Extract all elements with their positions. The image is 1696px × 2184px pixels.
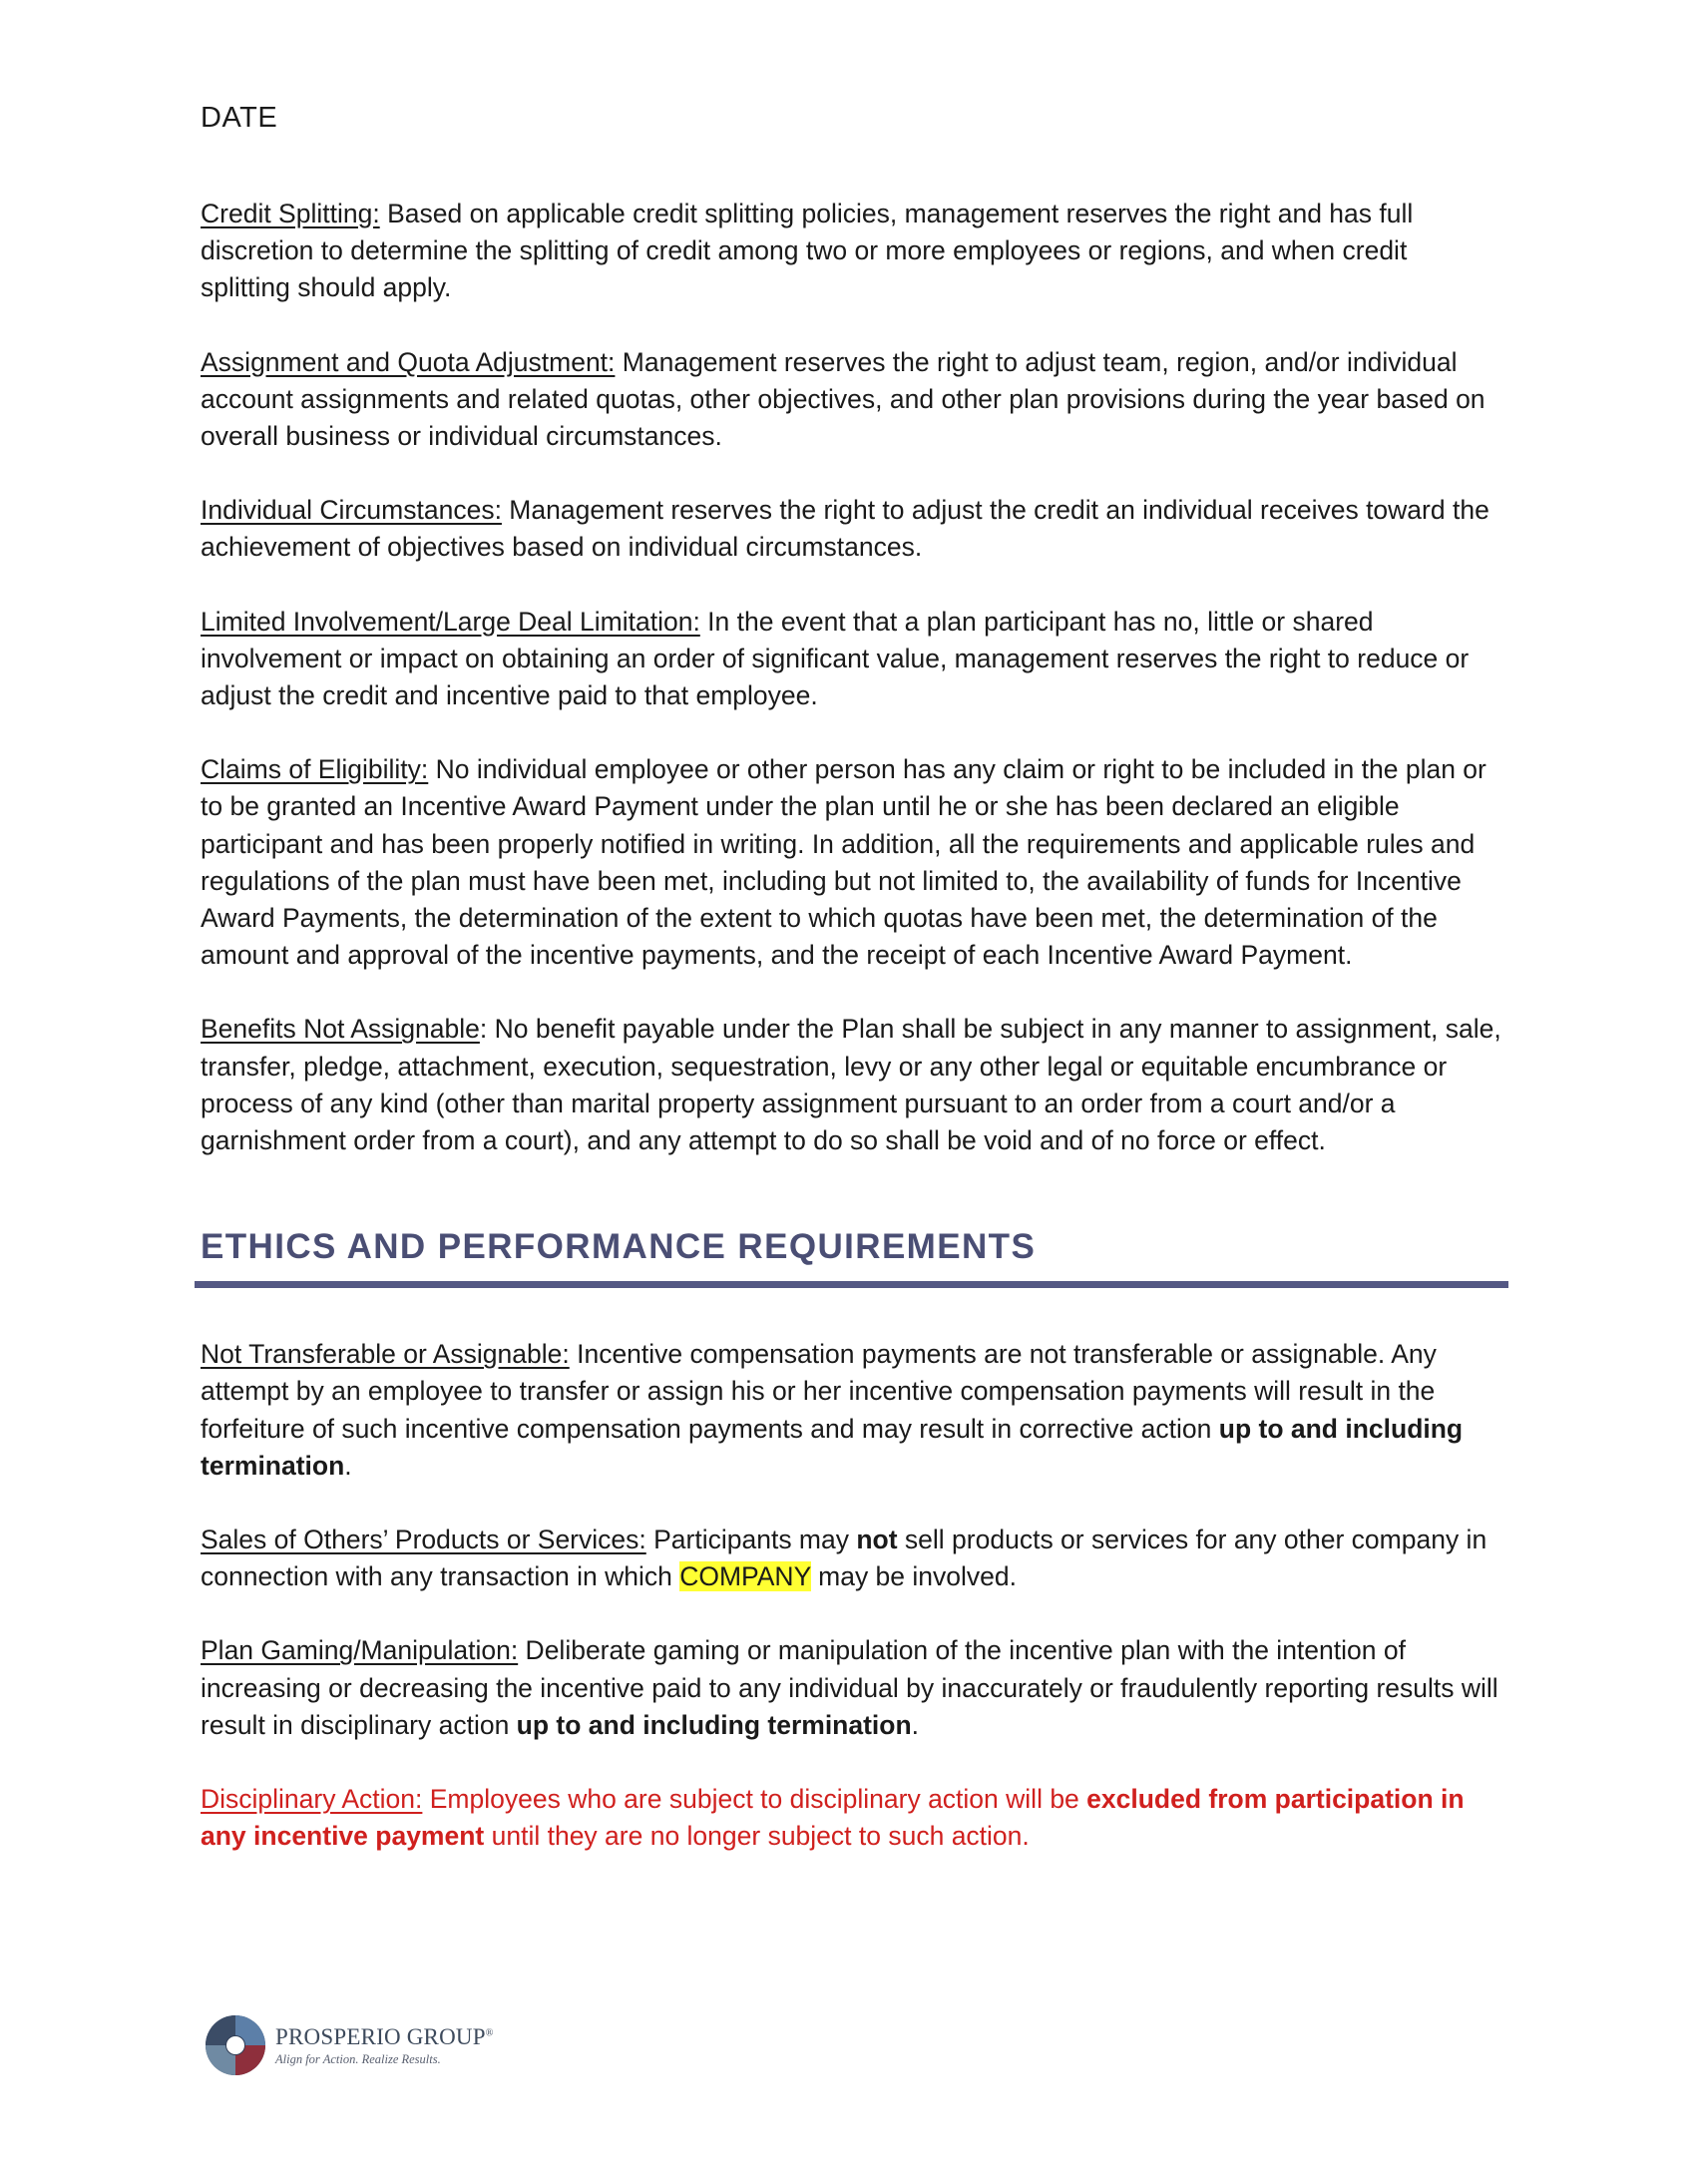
policy-paragraph-sales-of-others bbox=[201, 1522, 1502, 1595]
date-header: DATE bbox=[201, 102, 278, 134]
policy-term: Individual Circumstances: bbox=[201, 495, 502, 526]
policy-bold-text: up to and including termination bbox=[516, 1709, 912, 1740]
policy-text: Employees who are subject to disciplinary action will be bbox=[422, 1784, 1087, 1815]
logo-name-text: PROSPERIO GROUP bbox=[275, 2023, 486, 2049]
policy-text: Based on applicable credit splitting policies, management reserves the right and has full discretion to determine the splitting of credit among two or more employees or regions, and when credit splitting should apply. bbox=[201, 199, 1414, 303]
policy-paragraph-not-transferable bbox=[201, 1336, 1502, 1485]
policy-paragraph-individual-circumstances bbox=[201, 492, 1502, 566]
policy-text-tail: . bbox=[344, 1450, 352, 1481]
policy-term: Plan Gaming/Manipulation: bbox=[201, 1635, 519, 1666]
policy-bold-text: excluded from participation in any incentive payment bbox=[201, 1784, 1465, 1852]
policy-text: Participants may bbox=[645, 1525, 857, 1555]
registered-mark: ® bbox=[485, 2026, 494, 2038]
footer-logo bbox=[204, 2013, 494, 2077]
policy-term: Not Transferable or Assignable: bbox=[201, 1339, 570, 1370]
section-divider bbox=[195, 1281, 1508, 1288]
policy-text-tail: may be involved. bbox=[810, 1561, 1017, 1592]
policy-paragraph-plan-gaming bbox=[201, 1632, 1502, 1744]
policy-term: Disciplinary Action: bbox=[201, 1784, 423, 1815]
policy-text: Management reserves the right to adjust the credit an individual receives toward the achievement of objectives based on individual circumstances. bbox=[201, 495, 1489, 563]
policy-bold-text: not bbox=[856, 1525, 898, 1555]
policy-paragraph-benefits-not-assignable bbox=[201, 1011, 1502, 1159]
policy-term: Sales of Others’ Products or Services: bbox=[201, 1525, 646, 1555]
logo-name bbox=[275, 2024, 494, 2050]
policy-paragraph-limited-involvement bbox=[201, 604, 1502, 715]
policy-text: Management reserves the right to adjust team, region, and/or individual account assignments and related quotas, other objectives, and other plan provisions during the year based on overall business or individual circumstances. bbox=[201, 346, 1485, 452]
document-body bbox=[201, 196, 1502, 1893]
policy-term: Benefits Not Assignable bbox=[201, 1014, 480, 1045]
policy-text: sell products or services for any other company in connection with any transaction in which bbox=[201, 1525, 1487, 1592]
policy-text: Incentive compensation payments are not transferable or assignable. Any attempt by an employee to transfer or assign his or her incentive compensation payments will result in the forfeiture of such incentive compensation payments and may result in corrective action bbox=[201, 1339, 1437, 1444]
policy-text-tail: until they are no longer subject to such action. bbox=[484, 1821, 1030, 1852]
policy-text: Deliberate gaming or manipulation of the incentive plan with the intention of increasing or decreasing the incentive paid to any individual by inaccurately or fraudulently reporting results will result in disciplinary action bbox=[201, 1635, 1498, 1740]
policy-term: Assignment and Quota Adjustment: bbox=[201, 346, 616, 377]
policy-text: : No benefit payable under the Plan shall be subject in any manner to assignment, sale, transfer, pledge, attachment, execution, sequestration, levy or any other legal or equitable encumbrance or process of any kind (other than marital property assignment pursuant to an order from a court and/or a garnishment order from a court), and any attempt to do so shall be void and of no force or effect. bbox=[201, 1014, 1501, 1156]
policy-text: No individual employee or other person has any claim or right to be included in the plan or to be granted an Incentive Award Payment under the plan until he or she has been declared an eligible participant and has been properly notified in writing. In addition, all the requirements and applicable rules and regulations of the plan must have been met, including but not limited to, the availability of funds for Incentive Award Payments, the determination of the extent to which quotas have been met, the determination of the amount and approval of the incentive payments, and the receipt of each Incentive Award Payment. bbox=[201, 754, 1486, 971]
policy-term: Credit Splitting: bbox=[201, 199, 380, 228]
policy-bold-text: up to and including termination bbox=[201, 1413, 1464, 1481]
policy-paragraph-claims-eligibility bbox=[201, 751, 1502, 974]
policy-paragraph-disciplinary-action bbox=[201, 1781, 1502, 1855]
highlighted-placeholder: COMPANY bbox=[679, 1561, 811, 1592]
policy-term: Claims of Eligibility: bbox=[201, 754, 429, 785]
policy-paragraph-credit-splitting bbox=[201, 196, 1502, 307]
policy-text: In the event that a plan participant has no, little or shared involvement or impact on obtaining an order of significant value, management reserves the right to reduce or adjust the credit and incentive paid to that employee. bbox=[201, 606, 1470, 711]
logo-tagline: Align for Action. Realize Results. bbox=[275, 2051, 441, 2066]
policy-paragraph-assignment-quota bbox=[201, 344, 1502, 456]
policy-text-tail: . bbox=[911, 1709, 920, 1740]
section-heading: ETHICS AND PERFORMANCE REQUIREMENTS bbox=[201, 1227, 1037, 1267]
policy-term: Limited Involvement/Large Deal Limitation: bbox=[201, 606, 700, 637]
prosperio-logo-icon bbox=[204, 2013, 267, 2077]
logo-text-block bbox=[275, 2024, 494, 2067]
